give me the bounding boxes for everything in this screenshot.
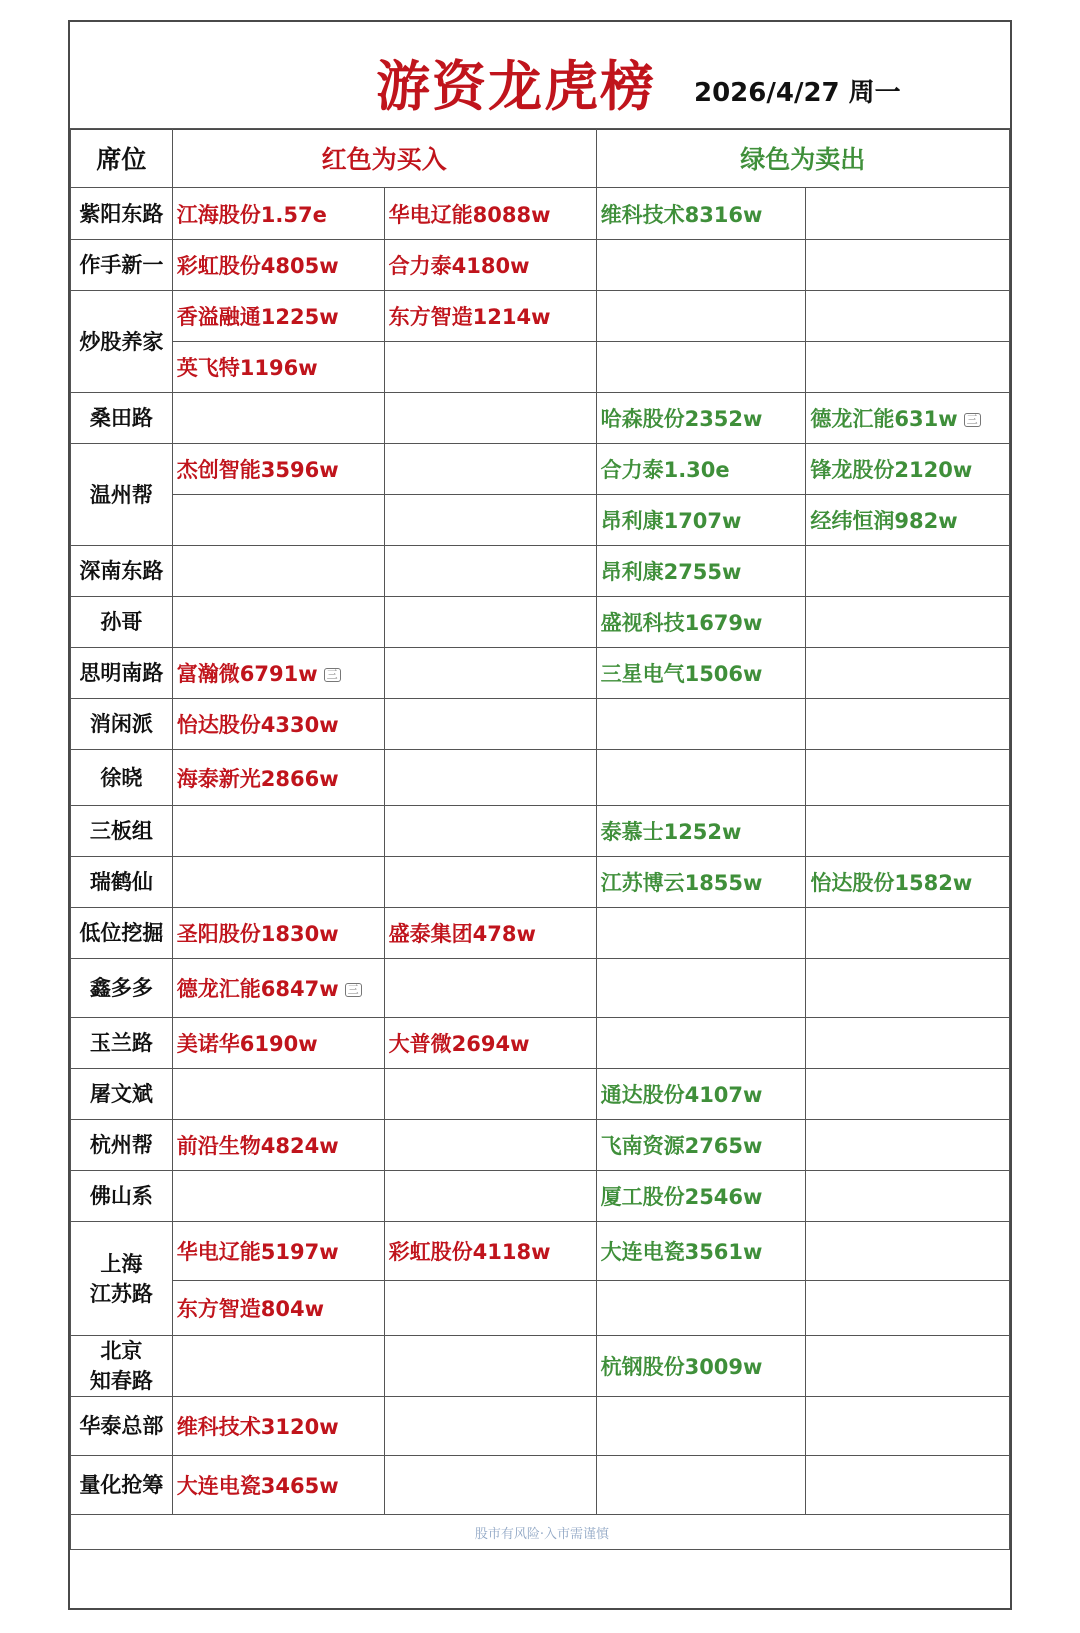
header-buy: 红色为买入 (172, 129, 596, 188)
buy-stock: 德龙汇能6847w (176, 977, 339, 1001)
sell-stock: 德龙汇能631w (810, 407, 958, 431)
table-row (71, 1222, 1010, 1281)
buy-cell (384, 1456, 596, 1515)
sell-cell (806, 1222, 1010, 1281)
buy-cell (172, 1222, 384, 1281)
buy-stock: 彩虹股份4118w (388, 1240, 551, 1264)
buy-cell (172, 1456, 384, 1515)
seat-name: 深南东路 (71, 546, 173, 597)
sell-stock: 昂利康2755w (600, 560, 742, 584)
seat-name: 徐晓 (71, 750, 173, 806)
buy-cell (384, 699, 596, 750)
sell-stock: 通达股份4107w (600, 1083, 763, 1107)
table-row (71, 1018, 1010, 1069)
seat-name: 杭州帮 (71, 1120, 173, 1171)
sell-cell (806, 597, 1010, 648)
buy-cell (172, 1069, 384, 1120)
buy-cell (172, 1120, 384, 1171)
buy-stock: 合力泰4180w (388, 254, 530, 278)
sell-cell (806, 342, 1010, 393)
buy-cell (172, 597, 384, 648)
sell-cell (806, 1456, 1010, 1515)
sell-cell (596, 291, 806, 342)
sell-cell (596, 908, 806, 959)
buy-stock: 华电辽能8088w (388, 202, 551, 227)
buy-stock: 东方智造804w (176, 1297, 325, 1321)
sell-cell (806, 1171, 1010, 1222)
streak-badge: 三 (345, 983, 362, 997)
buy-cell (384, 857, 596, 908)
seat-name: 佛山系 (71, 1171, 173, 1222)
sell-cell (596, 1171, 806, 1222)
table-row (71, 495, 1010, 546)
table-row (71, 188, 1010, 240)
seat-name: 鑫多多 (71, 959, 173, 1018)
buy-cell (384, 240, 596, 291)
table-body (71, 188, 1010, 1515)
title-row (70, 22, 1010, 130)
table-row (71, 291, 1010, 342)
table-row (71, 857, 1010, 908)
buy-stock: 大普微2694w (388, 1032, 530, 1056)
ranking-sheet (68, 20, 1012, 1610)
buy-stock: 华电辽能5197w (176, 1240, 339, 1264)
sell-cell (596, 240, 806, 291)
sell-stock: 大连电瓷3561w (600, 1240, 763, 1264)
sell-stock: 三星电气1506w (600, 662, 763, 686)
table-row (71, 342, 1010, 393)
buy-stock: 彩虹股份4805w (176, 254, 339, 278)
sell-cell (596, 1336, 806, 1397)
buy-stock: 海泰新光2866w (176, 766, 339, 791)
seat-name: 消闲派 (71, 699, 173, 750)
table-row (71, 393, 1010, 444)
buy-cell (384, 1397, 596, 1456)
sell-cell (806, 495, 1010, 546)
sell-cell (806, 444, 1010, 495)
seat-name: 桑田路 (71, 393, 173, 444)
sell-cell (806, 699, 1010, 750)
sell-cell (596, 1120, 806, 1171)
sell-cell (596, 546, 806, 597)
buy-cell (384, 1336, 596, 1397)
buy-stock: 美诺华6190w (176, 1032, 318, 1056)
sell-cell (806, 959, 1010, 1018)
buy-cell (384, 648, 596, 699)
buy-cell (172, 240, 384, 291)
header-seat: 席位 (71, 129, 173, 188)
buy-cell (172, 908, 384, 959)
sell-stock: 泰慕士1252w (600, 820, 742, 844)
buy-cell (172, 291, 384, 342)
table-row (71, 648, 1010, 699)
buy-cell (384, 291, 596, 342)
buy-cell (384, 495, 596, 546)
sell-stock: 维科技术8316w (600, 202, 763, 227)
table-row (71, 1397, 1010, 1456)
sell-cell (596, 1222, 806, 1281)
sell-stock: 怡达股份1582w (810, 871, 973, 895)
seat-name: 量化抢筹 (71, 1456, 173, 1515)
buy-cell (172, 393, 384, 444)
table-row (71, 1171, 1010, 1222)
table-row (71, 1069, 1010, 1120)
sell-stock: 厦工股份2546w (600, 1185, 763, 1209)
sell-cell (596, 1281, 806, 1336)
sell-cell (596, 342, 806, 393)
buy-stock: 维科技术3120w (176, 1415, 339, 1439)
sell-cell (596, 699, 806, 750)
buy-cell (384, 959, 596, 1018)
seat-name: 上海 江苏路 (71, 1222, 173, 1336)
table-row (71, 959, 1010, 1018)
buy-cell (172, 1397, 384, 1456)
buy-cell (172, 1018, 384, 1069)
footer-row (71, 1515, 1010, 1550)
buy-stock: 盛泰集团478w (388, 922, 536, 946)
seat-name: 瑞鹤仙 (71, 857, 173, 908)
buy-cell (172, 699, 384, 750)
sell-stock: 盛视科技1679w (600, 611, 763, 635)
sell-cell (806, 1336, 1010, 1397)
buy-stock: 香溢融通1225w (176, 305, 339, 329)
buy-stock: 怡达股份4330w (176, 713, 339, 737)
buy-cell (384, 1222, 596, 1281)
buy-cell (172, 342, 384, 393)
seat-name: 温州帮 (71, 444, 173, 546)
table-row (71, 1281, 1010, 1336)
sell-stock: 杭钢股份3009w (600, 1355, 763, 1379)
sell-cell (596, 857, 806, 908)
buy-cell (172, 1281, 384, 1336)
buy-cell (172, 806, 384, 857)
seat-name: 孙哥 (71, 597, 173, 648)
buy-cell (384, 1120, 596, 1171)
seat-name: 北京 知春路 (71, 1336, 173, 1397)
buy-stock: 杰创智能3596w (176, 458, 339, 482)
sell-cell (596, 648, 806, 699)
table-row (71, 699, 1010, 750)
buy-stock: 大连电瓷3465w (176, 1474, 339, 1498)
seat-name: 玉兰路 (71, 1018, 173, 1069)
buy-cell (172, 188, 384, 240)
sell-cell (596, 444, 806, 495)
buy-cell (384, 750, 596, 806)
table-row (71, 806, 1010, 857)
sell-cell (806, 806, 1010, 857)
page-date: 2026/4/27 周一 (694, 78, 901, 108)
buy-cell (384, 546, 596, 597)
buy-stock: 富瀚微6791w (176, 662, 318, 686)
buy-stock: 前沿生物4824w (176, 1134, 339, 1158)
buy-cell (172, 648, 384, 699)
buy-cell (172, 546, 384, 597)
sell-cell (596, 1456, 806, 1515)
buy-cell (384, 1171, 596, 1222)
sell-stock: 昂利康1707w (600, 509, 742, 533)
sell-cell (596, 806, 806, 857)
seat-name: 紫阳东路 (71, 188, 173, 240)
sell-cell (806, 188, 1010, 240)
sell-cell (596, 1069, 806, 1120)
sell-cell (806, 546, 1010, 597)
risk-disclaimer: 股市有风险·入市需谨慎 (71, 1515, 1010, 1550)
buy-cell (172, 444, 384, 495)
buy-stock: 东方智造1214w (388, 305, 551, 329)
sell-stock: 飞南资源2765w (600, 1134, 763, 1158)
table-row (71, 1336, 1010, 1397)
sell-cell (596, 597, 806, 648)
sell-cell (806, 1069, 1010, 1120)
buy-cell (172, 1336, 384, 1397)
sell-cell (596, 1397, 806, 1456)
sell-cell (806, 648, 1010, 699)
buy-cell (172, 857, 384, 908)
seat-name: 三板组 (71, 806, 173, 857)
seat-name: 作手新一 (71, 240, 173, 291)
sell-cell (806, 857, 1010, 908)
buy-cell (172, 750, 384, 806)
sell-cell (806, 1018, 1010, 1069)
sell-stock: 哈森股份2352w (600, 407, 763, 431)
buy-cell (384, 597, 596, 648)
buy-cell (384, 1069, 596, 1120)
seat-name: 屠文斌 (71, 1069, 173, 1120)
table-row (71, 597, 1010, 648)
sell-cell (596, 1018, 806, 1069)
sell-cell (806, 1281, 1010, 1336)
table-row (71, 1456, 1010, 1515)
buy-cell (384, 1018, 596, 1069)
buy-cell (384, 908, 596, 959)
buy-stock: 江海股份1.57e (176, 202, 327, 227)
sell-stock: 江苏博云1855w (600, 871, 763, 895)
sell-cell (806, 908, 1010, 959)
buy-cell (384, 188, 596, 240)
buy-stock: 英飞特1196w (176, 356, 318, 380)
table-row (71, 546, 1010, 597)
sell-cell (806, 750, 1010, 806)
sell-cell (806, 393, 1010, 444)
buy-cell (384, 806, 596, 857)
sell-stock: 经纬恒润982w (810, 509, 958, 533)
table-header-row (71, 129, 1010, 188)
sell-stock: 锋龙股份2120w (810, 458, 973, 482)
sell-stock: 合力泰1.30e (600, 458, 730, 482)
table-row (71, 750, 1010, 806)
buy-cell (384, 1281, 596, 1336)
ranking-table (70, 128, 1010, 1550)
sell-cell (806, 1397, 1010, 1456)
buy-stock: 圣阳股份1830w (176, 922, 339, 946)
seat-name: 思明南路 (71, 648, 173, 699)
streak-badge: 三 (324, 668, 341, 682)
buy-cell (384, 342, 596, 393)
table-row (71, 908, 1010, 959)
buy-cell (172, 959, 384, 1018)
header-sell: 绿色为卖出 (596, 129, 1009, 188)
seat-name: 炒股养家 (71, 291, 173, 393)
page-title: 游资龙虎榜 (376, 55, 656, 118)
sell-cell (596, 750, 806, 806)
sell-cell (806, 240, 1010, 291)
buy-cell (172, 1171, 384, 1222)
buy-cell (384, 444, 596, 495)
sell-cell (806, 1120, 1010, 1171)
table-row (71, 1120, 1010, 1171)
table-row (71, 240, 1010, 291)
seat-name: 低位挖掘 (71, 908, 173, 959)
sell-cell (596, 495, 806, 546)
sell-cell (596, 393, 806, 444)
buy-cell (172, 495, 384, 546)
sell-cell (596, 188, 806, 240)
streak-badge: 三 (964, 413, 981, 427)
sell-cell (596, 959, 806, 1018)
table-row (71, 444, 1010, 495)
sell-cell (806, 291, 1010, 342)
seat-name: 华泰总部 (71, 1397, 173, 1456)
buy-cell (384, 393, 596, 444)
